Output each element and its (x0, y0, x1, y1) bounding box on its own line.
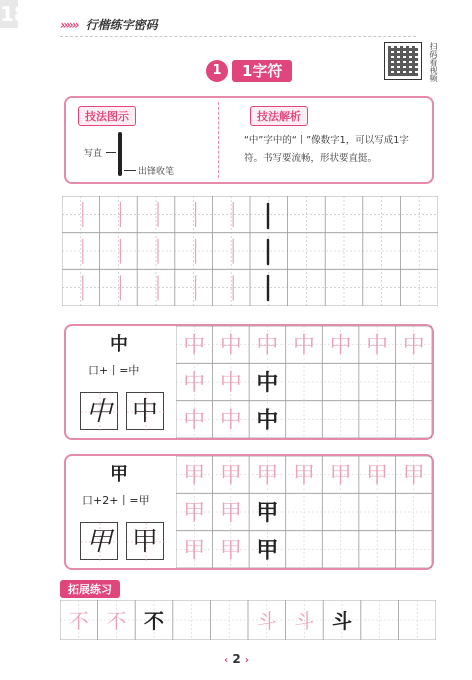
jia-trace-char: 甲 (219, 538, 242, 564)
extension-char: 斗 (256, 609, 277, 633)
zhong-trace-char: 中 (219, 333, 242, 359)
zhong-practice-grid (176, 326, 432, 438)
zhong-regular: 中 (131, 397, 158, 427)
zhong-formula: 口+丨=中 (88, 364, 140, 377)
jia-trace-char: 甲 (402, 463, 425, 489)
jia-trace-char: 甲 (183, 501, 206, 526)
jia-written-char: 甲 (256, 537, 279, 564)
jia-trace-char: 甲 (183, 538, 206, 564)
zhong-trace-char: 中 (219, 408, 242, 434)
jia-trace-char: 甲 (219, 501, 242, 526)
lesson-number: 1 (206, 60, 228, 82)
chevron-left-icon: ‹ (224, 655, 229, 666)
lesson-title (206, 60, 292, 82)
extension-char: 不 (106, 609, 127, 633)
jia-compare-left (80, 522, 118, 560)
extension-char: 斗 (294, 609, 315, 633)
extension-char: 不 (68, 609, 89, 633)
jia-formula: 口+2+丨=甲 (82, 494, 150, 507)
book-title: 行楷练字密码 (85, 18, 158, 32)
header-arrows: »»» (60, 18, 78, 32)
qr-code[interactable] (384, 42, 422, 80)
zhong-header-char: 中 (110, 334, 128, 355)
zhong-trace-char: 中 (402, 333, 425, 359)
jia-trace-char: 甲 (366, 463, 389, 489)
jia-trace-char: 甲 (219, 463, 242, 489)
jia-header-char: 甲 (110, 464, 128, 485)
jia-trace-char: 甲 (329, 463, 352, 489)
zhong-trace-char: 中 (183, 333, 206, 359)
label-exit: 出锋收笔 (138, 167, 175, 177)
analysis-tag: 技法解析 (250, 106, 308, 126)
extension-tag: 拓展练习 (60, 580, 120, 598)
zhong-trace-char: 中 (292, 333, 316, 359)
page-corner-badge: 18 (0, 2, 28, 26)
qr-pattern (388, 46, 418, 76)
jia-trace-char: 甲 (292, 463, 316, 489)
jia-regular: 甲 (131, 527, 158, 557)
zhong-compare-right (126, 392, 164, 430)
diagram-tag: 技法图示 (78, 106, 136, 126)
jia-practice-grid (176, 456, 432, 568)
jia-trace-char: 甲 (183, 463, 206, 489)
exit-pointer (124, 170, 136, 171)
zhong-trace-char: 中 (183, 408, 206, 434)
stroke-practice-grid (62, 196, 438, 306)
zhong-trace-char: 中 (219, 371, 242, 396)
label-vertical: 写直 (84, 149, 103, 159)
analysis-text: “中”字中的“丨”像数字1，可以写成1字符。书写要流畅，形状要直挺。 (244, 135, 409, 164)
zhong-trace-char: 中 (329, 333, 352, 359)
extension-char: 不 (144, 609, 164, 633)
chevron-right-icon: › (244, 655, 249, 666)
lesson-label: 1字符 (232, 60, 292, 82)
extension-char: 斗 (332, 609, 352, 633)
vertical-stroke-demo (118, 132, 122, 176)
zhong-cursive: 中 (85, 397, 112, 427)
panel-divider (218, 102, 219, 178)
qr-caption: 扫码看视频 (429, 42, 438, 82)
header-divider (60, 36, 416, 37)
zhong-written-char: 中 (256, 370, 279, 396)
jia-trace-char: 甲 (256, 463, 279, 489)
jia-cursive: 甲 (85, 527, 112, 557)
technique-panel (64, 96, 434, 184)
jia-compare-right (126, 522, 164, 560)
extension-grid (60, 600, 436, 640)
zhong-trace-char: 中 (366, 333, 389, 359)
book-header (60, 16, 158, 33)
zhong-written-char: 中 (256, 407, 279, 434)
zhong-trace-char: 中 (256, 333, 279, 359)
jia-written-char: 甲 (256, 500, 279, 526)
page-number: ‹ 2 › (224, 652, 249, 666)
zhong-trace-char: 中 (183, 371, 206, 396)
zhong-compare-left (80, 392, 118, 430)
label-pointer (106, 152, 116, 153)
